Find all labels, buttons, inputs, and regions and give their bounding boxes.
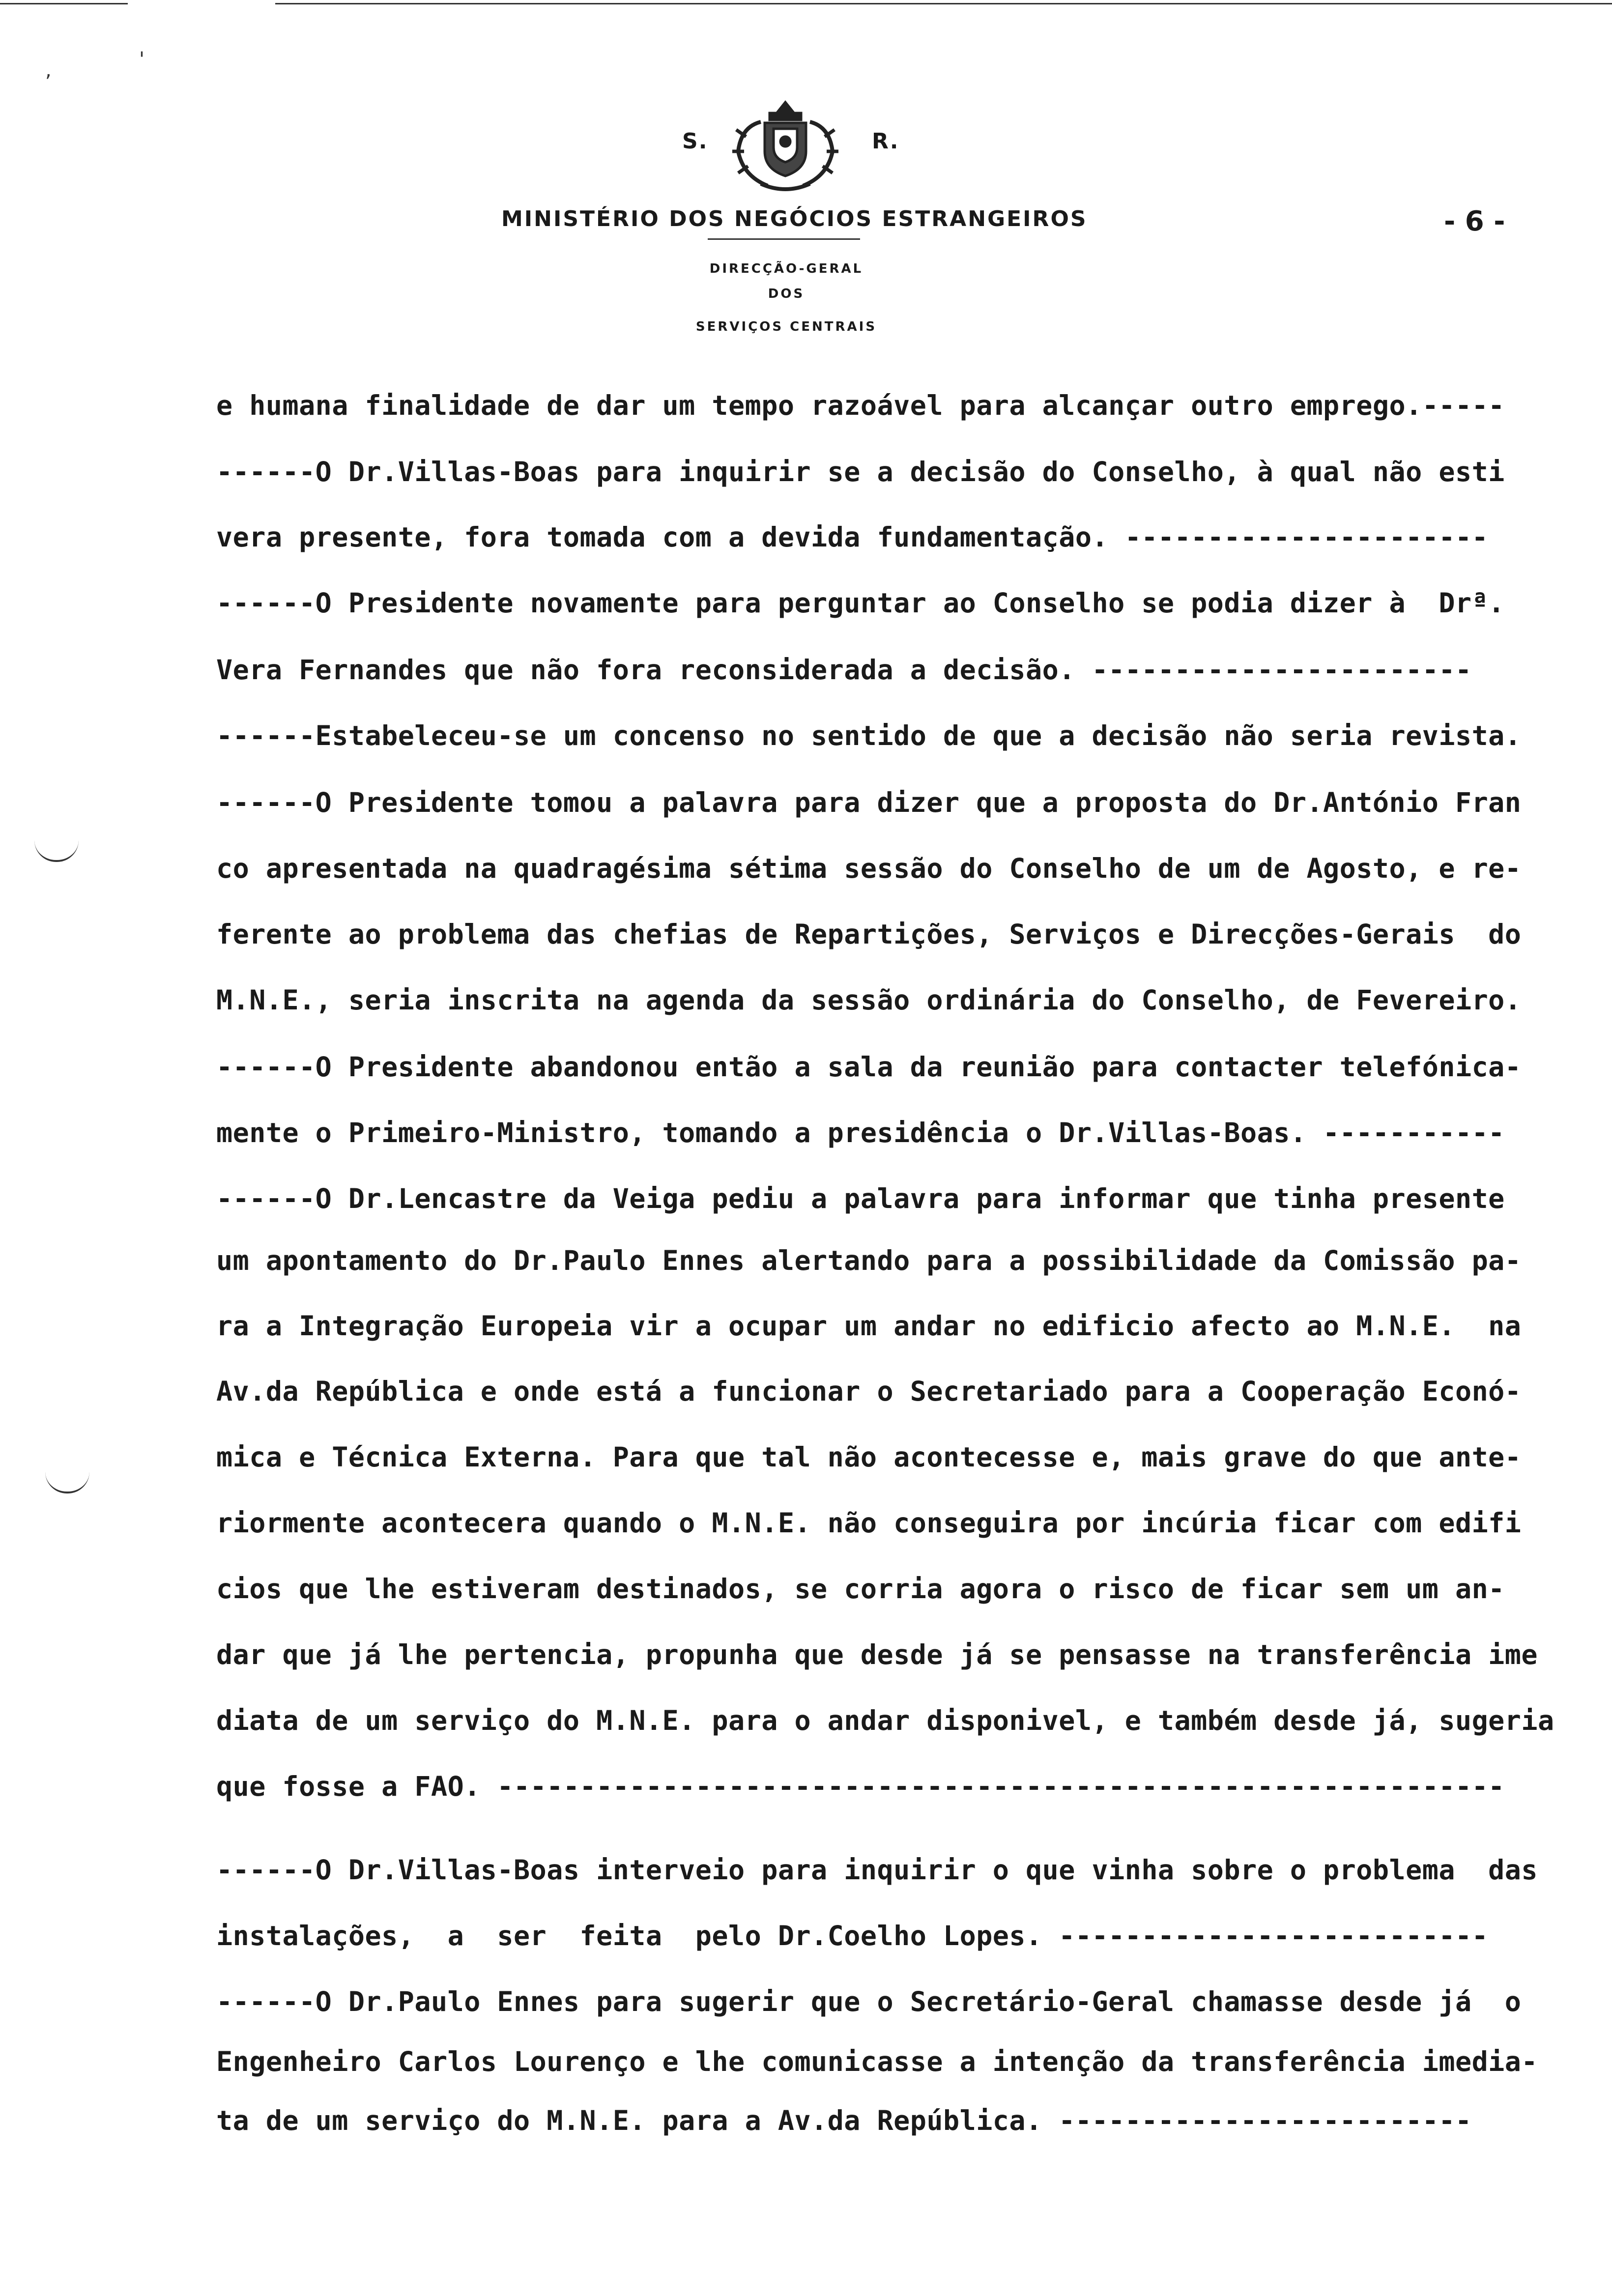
page-number: - 6 -: [1444, 205, 1505, 237]
text-line: instalações, a ser feita pelo Dr.Coelho Lopes. --------------------------: [216, 1920, 1489, 1952]
text-line: ra a Integração Europeia vir a ocupar um andar no edificio afecto ao M.N.E. na: [216, 1310, 1522, 1342]
ministry-underline: [708, 238, 860, 240]
top-rule-left: [0, 3, 128, 4]
department-line: DIRECÇÃO-GERAL: [709, 261, 864, 276]
text-line: ------O Dr.Villas-Boas para inquirir se a decisão do Conselho, à qual não esti: [216, 456, 1505, 488]
text-line: co apresentada na quadragésima sétima sessão do Conselho de um de Agosto, e re-: [216, 853, 1522, 884]
text-line: vera presente, fora tomada com a devida fundamentação. ----------------------: [216, 521, 1489, 553]
text-line: e humana finalidade de dar um tempo razoável para alcançar outro emprego.-----: [216, 390, 1505, 421]
text-line: ------O Dr.Villas-Boas interveio para inquirir o que vinha sobre o problema das: [216, 1854, 1538, 1886]
ministry-title: MINISTÉRIO DOS NEGÓCIOS ESTRANGEIROS: [501, 206, 1088, 231]
header-letter-s: S.: [682, 129, 708, 154]
text-line: diata de um serviço do M.N.E. para o andar disponivel, e também desde já, sugeria: [216, 1705, 1554, 1736]
text-line: ferente ao problema das chefias de Repartições, Serviços e Direcções-Gerais do: [216, 918, 1522, 950]
text-line: Av.da República e onde está a funcionar o Secretariado para a Cooperação Econó-: [216, 1376, 1522, 1407]
margin-tick: ,: [45, 59, 52, 82]
margin-tick: ': [139, 48, 144, 71]
text-line: ------Estabeleceu-se um concenso no sentido de que a decisão não seria revista.: [216, 720, 1522, 751]
text-line: Engenheiro Carlos Lourenço e lhe comunicasse a intenção da transferência imedia-: [216, 2046, 1538, 2077]
text-line: cios que lhe estiveram destinados, se corria agora o risco de ficar sem um an-: [216, 1573, 1505, 1605]
text-line: ------O Dr.Paulo Ennes para sugerir que o Secretário-Geral chamasse desde já o: [216, 1986, 1522, 2017]
text-line: ------O Presidente novamente para perguntar ao Conselho se podia dizer à Drª.: [216, 587, 1505, 619]
text-line: mica e Técnica Externa. Para que tal não acontecesse e, mais grave do que ante-: [216, 1441, 1522, 1473]
coat-of-arms-icon: [726, 92, 844, 196]
text-line: Vera Fernandes que não fora reconsiderada a decisão. -----------------------: [216, 654, 1472, 686]
text-line: ------O Presidente tomou a palavra para dizer que a proposta do Dr.António Fran: [216, 787, 1522, 818]
text-line: dar que já lhe pertencia, propunha que desde já se pensasse na transferência ime: [216, 1639, 1538, 1670]
text-line: que fosse a FAO. -------------------------------------------------------------: [216, 1771, 1505, 1802]
text-line: ------O Presidente abandonou então a sala da reunião para contacter telefónica-: [216, 1051, 1522, 1083]
top-rule-right: [275, 3, 1612, 4]
margin-bracket-mark: [34, 840, 79, 862]
department-line: DOS: [768, 287, 805, 301]
text-line: ta de um serviço do M.N.E. para a Av.da República. -------------------------: [216, 2105, 1472, 2136]
department-line: SERVIÇOS CENTRAIS: [695, 319, 877, 334]
text-line: ------O Dr.Lencastre da Veiga pediu a palavra para informar que tinha presente: [216, 1183, 1505, 1214]
text-line: um apontamento do Dr.Paulo Ennes alertando para a possibilidade da Comissão pa-: [216, 1245, 1522, 1276]
margin-bracket-mark: [45, 1472, 89, 1493]
text-line: riormente acontecera quando o M.N.E. não conseguira por incúria ficar com edifi: [216, 1507, 1522, 1539]
text-line: mente o Primeiro-Ministro, tomando a presidência o Dr.Villas-Boas. -----------: [216, 1117, 1505, 1148]
text-line: M.N.E., seria inscrita na agenda da sessão ordinária do Conselho, de Fevereiro.: [216, 984, 1522, 1016]
header-letter-r: R.: [872, 129, 899, 154]
